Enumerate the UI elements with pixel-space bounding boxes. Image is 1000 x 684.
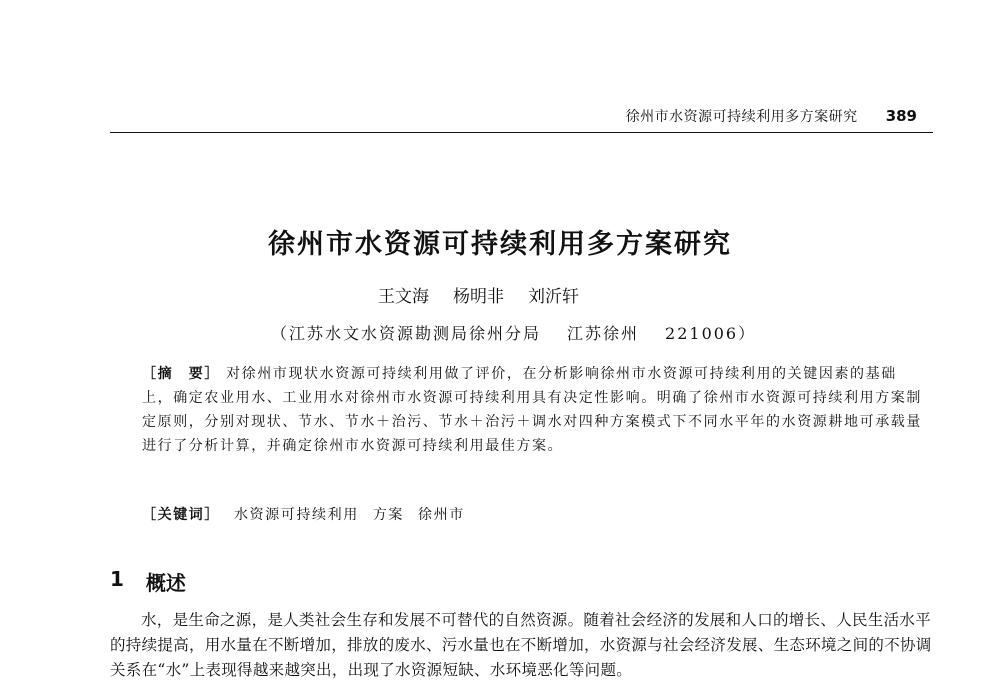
keyword: 方案 bbox=[372, 507, 405, 523]
keyword: 徐州市 bbox=[418, 507, 465, 523]
author-name: 刘沂轩 bbox=[528, 287, 579, 307]
affiliation bbox=[271, 321, 911, 344]
author-name: 杨明非 bbox=[453, 287, 504, 307]
running-title: 徐州市水资源可持续利用多方案研究 bbox=[625, 109, 858, 125]
keywords-label: ［关键词］ bbox=[142, 507, 220, 523]
section-heading bbox=[110, 567, 186, 596]
page-number: 389 bbox=[885, 107, 917, 125]
author-name: 王文海 bbox=[378, 287, 429, 307]
author-list bbox=[378, 282, 778, 307]
keywords bbox=[142, 504, 922, 524]
abstract bbox=[142, 362, 922, 458]
section-title: 概述 bbox=[145, 571, 186, 595]
affiliation-postcode: 221006） bbox=[665, 324, 757, 343]
affiliation-org: （江苏水文水资源勘测局徐州分局 bbox=[271, 324, 542, 343]
affiliation-place: 江苏徐州 bbox=[567, 324, 640, 343]
section-number: 1 bbox=[110, 567, 124, 591]
header-rule bbox=[110, 132, 933, 133]
running-header bbox=[626, 106, 917, 126]
abstract-label: ［摘 要］ bbox=[142, 366, 220, 382]
keyword: 水资源可持续利用 bbox=[234, 507, 359, 523]
body-paragraph: 水，是生命之源，是人类社会生存和发展不可替代的自然资源。随着社会经济的发展和人口的增长、人民生活水平的持续提高，用水量在不断增加，排放的废水、污水量也在不断增加，水资源与社会经济发展、生态环境之间的不协调关系在“水”上表现得越来越突出，出现了水资源短缺、水环境恶化等问题。 bbox=[110, 611, 932, 679]
abstract-text: 对徐州市现状水资源可持续利用做了评价，在分析影响徐州市水资源可持续利用的关键因素的基础上，确定农业用水、工业用水对徐州市水资源可持续利用具有决定性影响。明确了徐州市水资源可持续利用方案制定原则，分别对现状、节水、节水＋治污、节水＋治污＋调水对四种方案模式下不同水平年的水资源耕地可承载量进行了分析计算，并确定徐州市水资源可持续利用最佳方案。 bbox=[142, 366, 922, 454]
paper-title: 徐州市水资源可持续利用多方案研究 bbox=[268, 229, 732, 260]
